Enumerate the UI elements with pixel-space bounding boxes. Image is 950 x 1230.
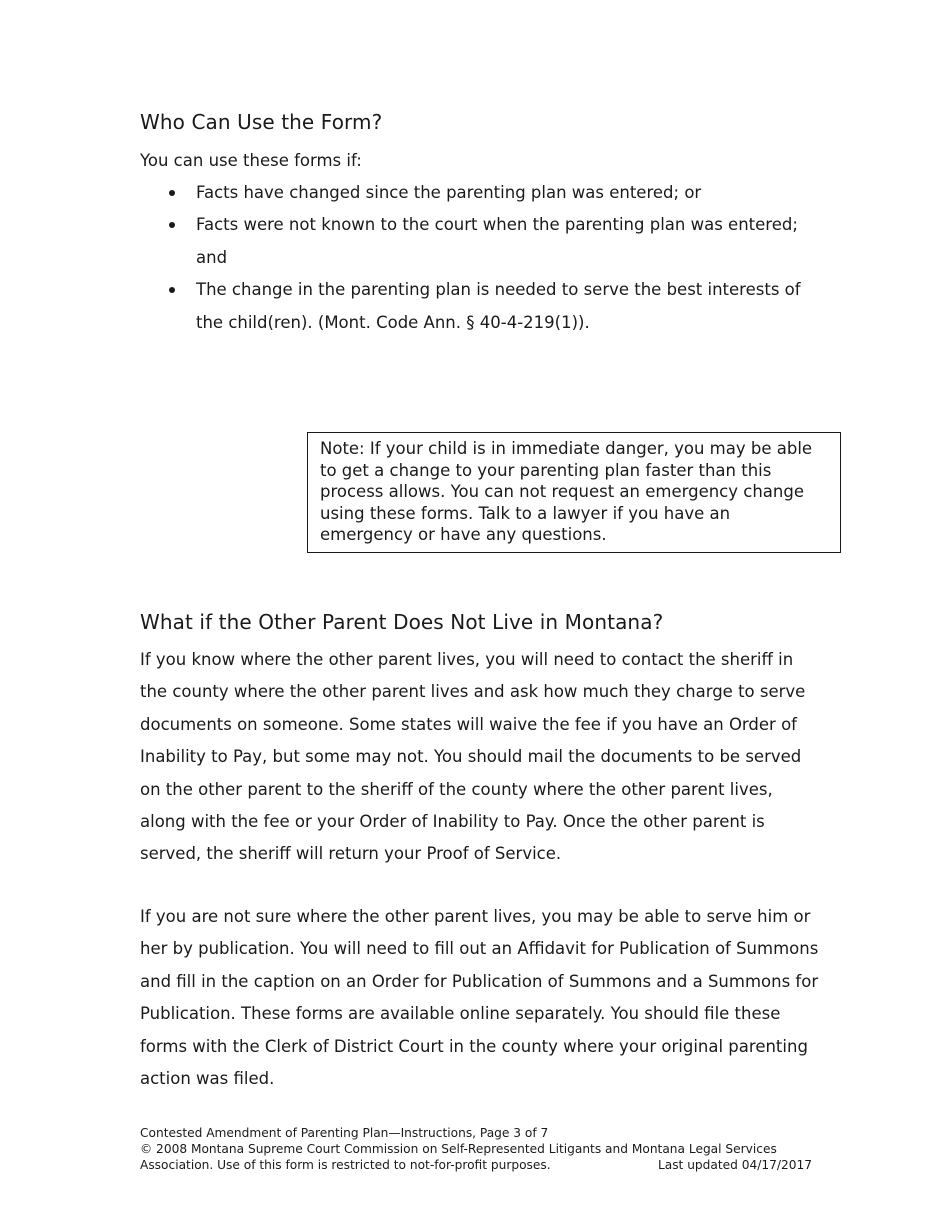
list-item [140, 177, 820, 209]
footer-last-updated: Last updated 04/17/2017 [657, 1158, 812, 1172]
note-box: Note: If your child is in immediate danger, you may be able to get a change to your parenting plan faster than this process allows. You can not request an emergency change using these forms. Talk to a lawyer if you have an emergency or have any questions. [307, 432, 841, 553]
footer-row [140, 1157, 812, 1173]
bullet-icon [169, 287, 175, 293]
bullet-icon [169, 222, 175, 228]
section-heading-other-parent: What if the Other Parent Does Not Live in Montana? [140, 610, 664, 634]
section-heading-who-can-use: Who Can Use the Form? [140, 110, 383, 134]
intro-text: You can use these forms if: [140, 151, 362, 170]
list-item [140, 209, 820, 274]
footer-title: Contested Amendment of Parenting Plan—Instructions, Page 3 of 7 [140, 1126, 549, 1140]
list-item-text: Facts have changed since the parenting plan was entered; or [196, 183, 702, 202]
paragraph-unknown-address: If you are not sure where the other parent lives, you may be able to serve him or her by publication. You will need to fill out an Affidavit for Publication of Summons and fill in the caption on an Order for Publication of Summons and a Summons for Publication. These forms are available online separately. You should file these forms with the Clerk of District Court in the county where your original parenting action was filed. [140, 907, 819, 1089]
footer-copyright: © 2008 Montana Supreme Court Commission on Self-Represented Litigants and Montana Legal Services [140, 1142, 777, 1156]
list-item [140, 274, 820, 339]
footer-usage-restriction: Association. Use of this form is restricted to not-for-profit purposes. [140, 1158, 551, 1172]
list-item-text: The change in the parenting plan is needed to serve the best interests of the child(ren). (Mont. Code Ann. § 40-4-219(1)). [196, 280, 801, 332]
bullet-icon [169, 190, 175, 196]
paragraph-known-address: If you know where the other parent lives, you will need to contact the sheriff in the county where the other parent lives and ask how much they charge to serve documents on someone. Some states will waive the fee if you have an Order of Inability to Pay, but some may not. You should mail the documents to be served on the other parent to the sheriff of the county where the other parent lives, along with the fee or your Order of Inability to Pay. Once the other parent is served, the sheriff will return your Proof of Service. [140, 650, 806, 864]
eligibility-list [140, 177, 820, 339]
list-item-text: Facts were not known to the court when the parenting plan was entered; and [196, 215, 798, 267]
page-footer [140, 1125, 812, 1173]
